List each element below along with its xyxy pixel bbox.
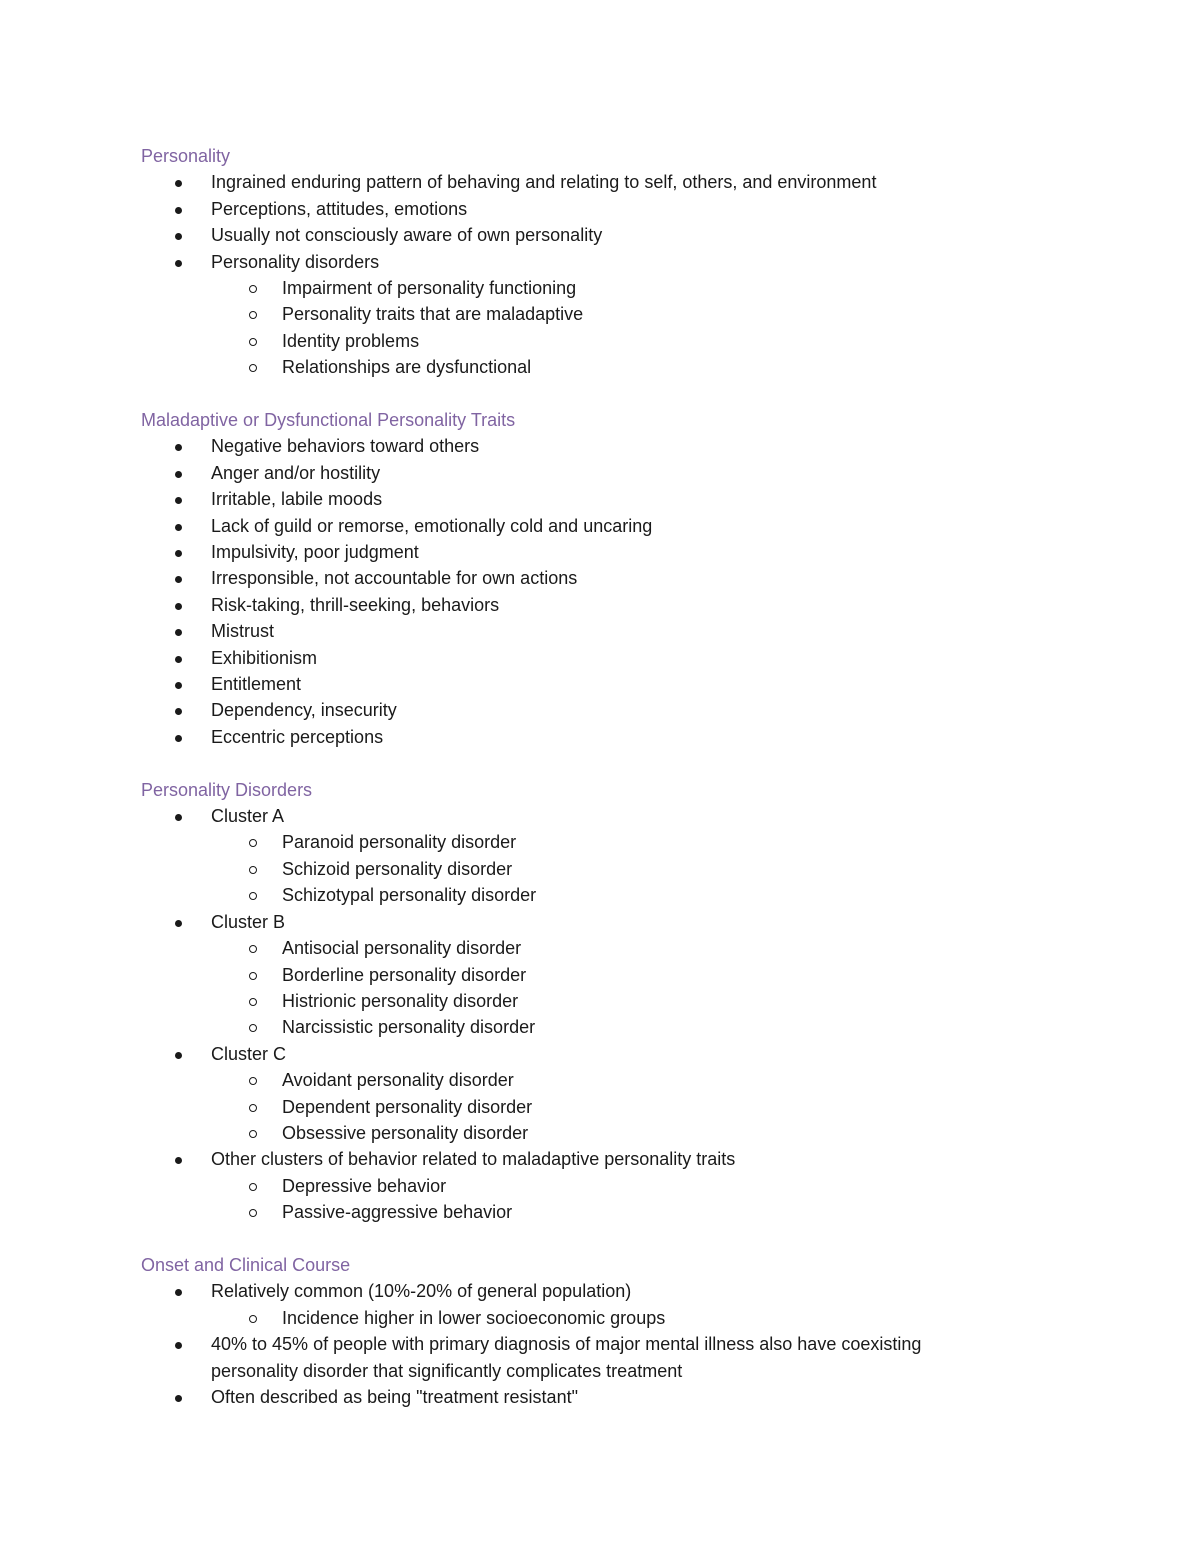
section-heading: Personality Disorders <box>141 779 313 800</box>
list-item-text: 40% to 45% of people with primary diagnosis of major mental illness also have coexisting personality disorder that significantly complicates treatment <box>211 1334 922 1381</box>
bullet-list <box>141 1278 1041 1410</box>
sub-list-item-text: Depressive behavior <box>282 1175 447 1196</box>
bullet-list <box>141 169 1041 380</box>
list-item <box>141 697 1041 723</box>
hollow-circle-bullet-icon <box>249 1024 257 1032</box>
hollow-circle-bullet-icon <box>249 1077 257 1085</box>
sub-list-item <box>141 1014 1041 1040</box>
list-item <box>141 249 1041 381</box>
filled-disc-bullet-icon <box>175 682 182 689</box>
sub-list-item <box>141 988 1041 1014</box>
section-heading: Maladaptive or Dysfunctional Personality Traits <box>141 410 516 431</box>
hollow-circle-bullet-icon <box>249 1104 257 1112</box>
sub-list-item <box>141 354 1041 380</box>
sub-list-item-text: Relationships are dysfunctional <box>282 357 532 378</box>
hollow-circle-bullet-icon <box>249 998 257 1006</box>
list-item-text: Lack of guild or remorse, emotionally cold and uncaring <box>211 515 653 536</box>
hollow-circle-bullet-icon <box>249 364 257 372</box>
filled-disc-bullet-icon <box>175 524 182 531</box>
hollow-circle-bullet-icon <box>249 1209 257 1217</box>
filled-disc-bullet-icon <box>175 180 182 187</box>
sub-list-item-text: Passive-aggressive behavior <box>282 1202 513 1223</box>
section-heading: Onset and Clinical Course <box>141 1254 351 1275</box>
sub-list-item-text: Incidence higher in lower socioeconomic groups <box>282 1307 666 1328</box>
list-item <box>141 671 1041 697</box>
sub-bullet-list <box>211 275 1041 381</box>
list-item-text: Exhibitionism <box>211 647 318 668</box>
list-item-text: Mistrust <box>211 621 274 642</box>
list-item <box>141 486 1041 512</box>
hollow-circle-bullet-icon <box>249 311 257 319</box>
sub-list-item <box>141 962 1041 988</box>
list-item-text: Often described as being "treatment resistant" <box>211 1386 578 1407</box>
sub-list-item <box>141 301 1041 327</box>
sub-list-item <box>141 1199 1041 1225</box>
sub-list-item <box>141 1173 1041 1199</box>
list-item-text: Irritable, labile moods <box>211 489 383 510</box>
list-item <box>141 592 1041 618</box>
sub-list-item-text: Identity problems <box>282 330 420 351</box>
sub-bullet-list <box>211 1305 1041 1331</box>
sub-list-item-text: Antisocial personality disorder <box>282 938 522 959</box>
hollow-circle-bullet-icon <box>249 892 257 900</box>
list-item <box>141 1331 1011 1384</box>
sub-list-item-text: Obsessive personality disorder <box>282 1122 529 1143</box>
sub-list-item <box>141 829 1041 855</box>
sub-list-item-text: Paranoid personality disorder <box>282 832 517 853</box>
filled-disc-bullet-icon <box>175 550 182 557</box>
hollow-circle-bullet-icon <box>249 972 257 980</box>
sub-list-item <box>141 1067 1041 1093</box>
sub-list-item <box>141 328 1041 354</box>
list-item-text: Cluster A <box>211 806 285 827</box>
filled-disc-bullet-icon <box>175 1289 182 1296</box>
sub-bullet-list <box>211 1067 1041 1146</box>
list-item-text: Risk-taking, thrill-seeking, behaviors <box>211 594 500 615</box>
document-body <box>141 143 1041 1410</box>
sub-list-item-text: Avoidant personality disorder <box>282 1070 514 1091</box>
sub-list-item-text: Schizotypal personality disorder <box>282 885 537 906</box>
sub-bullet-list <box>211 935 1041 1041</box>
list-item-text: Negative behaviors toward others <box>211 436 480 457</box>
filled-disc-bullet-icon <box>175 497 182 504</box>
list-item-text: Dependency, insecurity <box>211 700 397 721</box>
list-item <box>141 645 1041 671</box>
filled-disc-bullet-icon <box>175 603 182 610</box>
filled-disc-bullet-icon <box>175 207 182 214</box>
list-item <box>141 1146 1041 1225</box>
list-item <box>141 460 1041 486</box>
filled-disc-bullet-icon <box>175 920 182 927</box>
sub-list-item-text: Personality traits that are maladaptive <box>282 304 584 325</box>
list-item <box>141 169 1041 195</box>
list-item <box>141 909 1041 1041</box>
hollow-circle-bullet-icon <box>249 839 257 847</box>
filled-disc-bullet-icon <box>175 629 182 636</box>
list-item <box>141 433 1041 459</box>
filled-disc-bullet-icon <box>175 735 182 742</box>
list-item-text: Cluster B <box>211 911 286 932</box>
filled-disc-bullet-icon <box>175 576 182 583</box>
list-item-text: Relatively common (10%-20% of general population) <box>211 1281 632 1302</box>
filled-disc-bullet-icon <box>175 708 182 715</box>
filled-disc-bullet-icon <box>175 1342 182 1349</box>
sub-list-item-text: Impairment of personality functioning <box>282 278 577 299</box>
filled-disc-bullet-icon <box>175 1052 182 1059</box>
sub-list-item <box>141 1094 1041 1120</box>
sub-list-item-text: Narcissistic personality disorder <box>282 1017 536 1038</box>
section <box>141 143 1041 381</box>
list-item-text: Anger and/or hostility <box>211 462 381 483</box>
filled-disc-bullet-icon <box>175 656 182 663</box>
list-item-text: Irresponsible, not accountable for own actions <box>211 568 578 589</box>
sub-list-item <box>141 275 1041 301</box>
filled-disc-bullet-icon <box>175 471 182 478</box>
list-item <box>141 803 1041 909</box>
list-item <box>141 618 1041 644</box>
section <box>141 777 1041 1226</box>
list-item <box>141 222 1041 248</box>
sub-list-item <box>141 1305 1041 1331</box>
sub-bullet-list <box>211 1173 1041 1226</box>
sub-list-item <box>141 882 1041 908</box>
list-item <box>141 539 1041 565</box>
list-item-text: Impulsivity, poor judgment <box>211 542 419 563</box>
hollow-circle-bullet-icon <box>249 1183 257 1191</box>
sub-list-item-text: Schizoid personality disorder <box>282 858 513 879</box>
sub-list-item <box>141 856 1041 882</box>
list-item-text: Other clusters of behavior related to maladaptive personality traits <box>211 1149 736 1170</box>
filled-disc-bullet-icon <box>175 233 182 240</box>
list-item-text: Cluster C <box>211 1043 287 1064</box>
list-item <box>141 565 1041 591</box>
filled-disc-bullet-icon <box>175 1395 182 1402</box>
list-item <box>141 724 1041 750</box>
section <box>141 407 1041 750</box>
filled-disc-bullet-icon <box>175 444 182 451</box>
list-item <box>141 1041 1041 1147</box>
section-heading: Personality <box>141 146 231 166</box>
sub-list-item-text: Histrionic personality disorder <box>282 990 519 1011</box>
hollow-circle-bullet-icon <box>249 338 257 346</box>
list-item-text: Ingrained enduring pattern of behaving and relating to self, others, and environment <box>211 172 877 193</box>
filled-disc-bullet-icon <box>175 260 182 267</box>
section <box>141 1252 1041 1410</box>
hollow-circle-bullet-icon <box>249 1130 257 1138</box>
filled-disc-bullet-icon <box>175 1157 182 1164</box>
sub-list-item-text: Borderline personality disorder <box>282 964 527 985</box>
sub-list-item <box>141 935 1041 961</box>
list-item-text: Personality disorders <box>211 251 380 272</box>
list-item <box>141 513 1041 539</box>
sub-bullet-list <box>211 829 1041 908</box>
hollow-circle-bullet-icon <box>249 1315 257 1323</box>
bullet-list <box>141 433 1041 750</box>
list-item <box>141 1278 1041 1331</box>
list-item <box>141 196 1041 222</box>
hollow-circle-bullet-icon <box>249 866 257 874</box>
bullet-list <box>141 803 1041 1226</box>
list-item-text: Eccentric perceptions <box>211 726 384 747</box>
sub-list-item-text: Dependent personality disorder <box>282 1096 533 1117</box>
list-item <box>141 1384 1041 1410</box>
filled-disc-bullet-icon <box>175 814 182 821</box>
list-item-text: Usually not consciously aware of own personality <box>211 225 603 246</box>
sub-list-item <box>141 1120 1041 1146</box>
list-item-text: Entitlement <box>211 674 302 695</box>
hollow-circle-bullet-icon <box>249 945 257 953</box>
list-item-text: Perceptions, attitudes, emotions <box>211 198 468 219</box>
hollow-circle-bullet-icon <box>249 285 257 293</box>
